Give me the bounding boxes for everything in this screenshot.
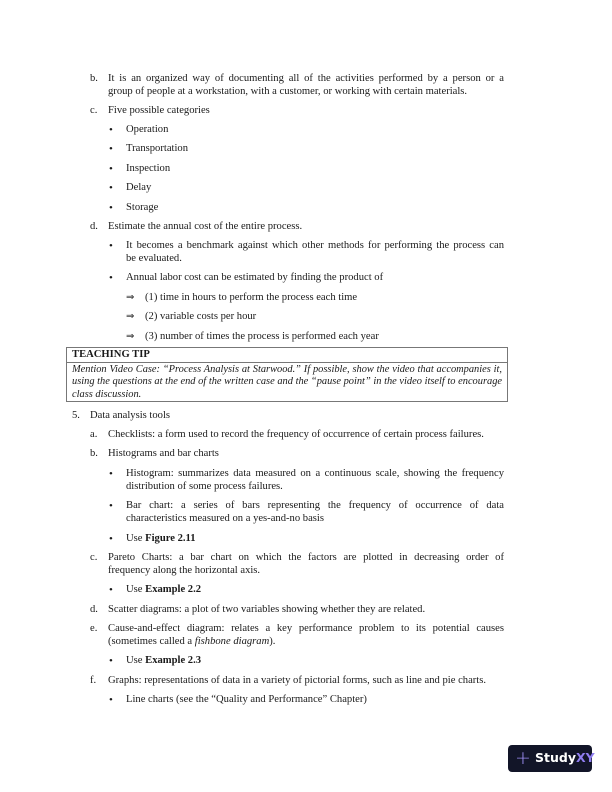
brand-accent: XY	[575, 750, 595, 765]
use-prefix: Use	[126, 533, 146, 544]
bullet-icon: •	[109, 584, 113, 596]
list-item: be evaluated.	[126, 253, 182, 264]
bullet-icon: •	[109, 468, 113, 480]
teaching-tip-header	[67, 348, 507, 363]
list-label-d: d.	[90, 221, 98, 232]
bullet-icon: •	[109, 202, 113, 214]
bullet-icon: •	[109, 240, 113, 252]
text-fragment: ).	[269, 636, 276, 647]
list-item: Bar chart: a series of bars representing the frequency of occurrence of data	[126, 500, 504, 511]
list-item: Operation	[126, 124, 169, 135]
teaching-tip-heading: TEACHING TIP	[72, 349, 150, 360]
paragraph-text: Cause-and-effect diagram: relates a key performance problem to its potential causes	[108, 623, 504, 634]
paragraph-text: group of people at a workstation, with a customer, or working with certain materials.	[108, 86, 468, 97]
paragraph-text: It is an organized way of documenting all of the activities performed by a person or a	[108, 73, 504, 84]
use-prefix: Use	[126, 584, 146, 595]
list-label-c: c.	[90, 105, 98, 116]
brand-logo-text	[535, 751, 595, 765]
list-item: characteristics measured on a yes-and-no basis	[126, 513, 324, 524]
teaching-tip-body: Mention Video Case: “Process Analysis at Starwood.” If possible, show the video that accompanies it, using the questions at the end of the written case and the “pause point” in the video itself to encourage class discussion.	[72, 364, 502, 400]
bullet-icon: •	[109, 163, 113, 175]
list-item: Line charts (see the “Quality and Performance” Chapter)	[126, 694, 367, 705]
bullet-icon: •	[109, 694, 113, 706]
list-item: Histogram: summarizes data measured on a continuous scale, showing the frequency	[126, 468, 504, 479]
list-item	[126, 655, 201, 667]
studyxy-badge[interactable]	[508, 745, 595, 772]
list-label-b: b.	[90, 73, 98, 84]
paragraph-text: Estimate the annual cost of the entire process.	[108, 221, 303, 232]
list-item: Delay	[126, 182, 152, 193]
paragraph-text: frequency along the horizontal axis.	[108, 565, 261, 576]
list-item: (2) variable costs per hour	[145, 311, 257, 322]
list-label-c: c.	[90, 552, 98, 563]
list-label-a: a.	[90, 429, 98, 440]
section-heading: Data analysis tools	[90, 410, 171, 421]
list-label-d: d.	[90, 604, 98, 615]
figure-reference: Figure 2.11	[145, 533, 196, 544]
bullet-icon: •	[109, 655, 113, 667]
example-reference: Example 2.2	[145, 584, 202, 595]
list-label-b: b.	[90, 448, 98, 459]
arrow-right-icon: ⇒	[126, 311, 135, 322]
list-item	[126, 533, 196, 545]
bullet-icon: •	[109, 124, 113, 136]
paragraph-text: Five possible categories	[108, 105, 210, 116]
list-label-5: 5.	[72, 410, 80, 421]
bullet-icon: •	[109, 533, 113, 545]
paragraph-text: Scatter diagrams: a plot of two variables showing whether they are related.	[108, 604, 426, 615]
example-reference: Example 2.3	[145, 655, 202, 666]
list-item: It becomes a benchmark against which other methods for performing the process can	[126, 240, 504, 251]
list-item: Annual labor cost can be estimated by finding the product of	[126, 272, 384, 283]
plus-icon: +	[515, 747, 531, 769]
bullet-icon: •	[109, 143, 113, 155]
list-label-e: e.	[90, 623, 98, 634]
arrow-right-icon: ⇒	[126, 331, 135, 342]
teaching-tip-box	[66, 347, 508, 402]
paragraph-text	[108, 636, 275, 648]
text-fragment: (sometimes called a	[108, 636, 195, 647]
list-item: distribution of some process failures.	[126, 481, 283, 492]
list-item	[126, 584, 201, 596]
list-item: (3) number of times the process is performed each year	[145, 331, 379, 342]
list-item: (1) time in hours to perform the process each time	[145, 292, 358, 303]
list-label-f: f.	[90, 675, 97, 686]
bullet-icon: •	[109, 182, 113, 194]
list-item: Transportation	[126, 143, 188, 154]
list-item: Inspection	[126, 163, 171, 174]
list-item: Storage	[126, 202, 159, 213]
use-prefix: Use	[126, 655, 146, 666]
paragraph-text: Histograms and bar charts	[108, 448, 219, 459]
bullet-icon: •	[109, 500, 113, 512]
brand-main: Study	[535, 750, 576, 765]
arrow-right-icon: ⇒	[126, 292, 135, 303]
italic-term: fishbone diagram	[194, 636, 270, 647]
paragraph-text: Checklists: a form used to record the frequency of occurrence of certain process failures.	[108, 429, 484, 440]
paragraph-text: Pareto Charts: a bar chart on which the factors are plotted in decreasing order of	[108, 552, 504, 563]
paragraph-text: Graphs: representations of data in a variety of pictorial forms, such as line and pie charts.	[108, 675, 487, 686]
bullet-icon: •	[109, 272, 113, 284]
